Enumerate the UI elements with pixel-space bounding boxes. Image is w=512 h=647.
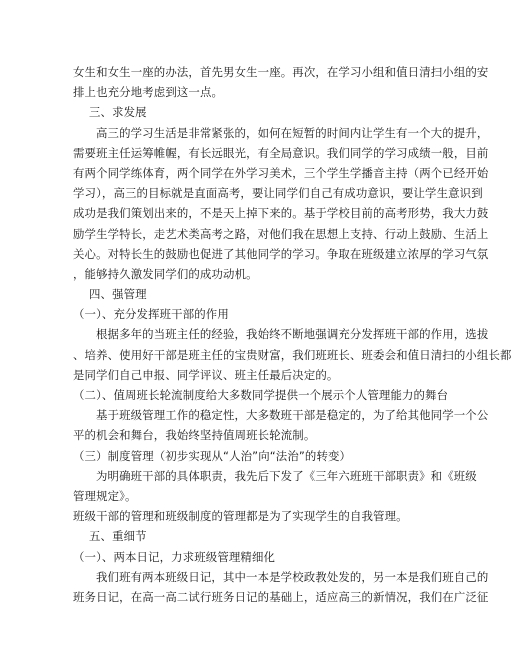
- paragraph-first-line: 根据多年的当班主任的经验，我始终不断地强调充分发挥班干部的作用，选拔: [96, 327, 489, 342]
- text-line: 管理规定》。: [73, 488, 137, 503]
- subsection-heading: （一）、两本日记，力求班级管理精细化: [73, 549, 276, 564]
- text-line: 有两个同学练体育，两个同学在外学习美术，三个学生学播音主持（两个已经开始: [73, 165, 489, 180]
- section-heading: 三、求发展: [89, 105, 147, 120]
- text-line: 需要班主任运筹帷幄，有长远眼光，有全局意识。我们同学的学习成绩一般，目前: [73, 145, 489, 160]
- text-line: 班级干部的管理和班级制度的管理都是为了实现学生的自我管理。: [73, 509, 408, 524]
- paragraph-first-line: 高三的学习生活是非常紧张的，如何在短暂的时间内让学生有一个大的提升，: [96, 125, 489, 140]
- subsection-heading: （三）制度管理（初步实现从“人治”向“法治”的转变）: [73, 448, 352, 463]
- subsection-heading: （一）、充分发挥班干部的作用: [73, 307, 229, 322]
- text-line: 班务日记，在高一高二试行班务日记的基础上，适应高三的新情况，我们在广泛征: [73, 589, 489, 604]
- text-line: 是同学们自己申报、同学评议、班主任最后决定的。: [73, 367, 339, 382]
- paragraph-first-line: 我们班有两本班级日记，其中一本是学校政教处发的，另一本是我们班自己的: [96, 569, 489, 584]
- paragraph-first-line: 基于班级管理工作的稳定性，大多数班干部是稳定的，为了给其他同学一个公: [96, 408, 489, 423]
- text-line: 排上也充分地考虑到这一点。: [73, 85, 224, 100]
- text-line: 女生和女生一座的办法，首先男女生一座。再次，在学习小组和值日清扫小组的安: [73, 65, 489, 79]
- text-line: ，能够持久激发同学们的成功动机。: [73, 266, 258, 281]
- text-line: 成功是我们策划出来的，不是天上掉下来的。基于学校目前的高考形势，我大力鼓: [73, 206, 489, 221]
- text-line: 平的机会和舞台，我始终坚持值周班长轮流制。: [73, 428, 316, 443]
- text-line: 、培养、使用好干部是班主任的宝贵财富，我们班班长、班委会和值日清扫的小组长都: [73, 347, 512, 362]
- text-line: 关心。对特长生的鼓励也促进了其他同学的学习。争取在班级建立浓厚的学习气氛: [73, 246, 489, 261]
- text-line: 励学生学特长，走艺术类高考之路，对他们我在思想上支持、行动上鼓励、生活上: [73, 226, 489, 241]
- section-heading: 四、强管理: [89, 287, 147, 302]
- paragraph-first-line: 为明确班干部的具体职责，我先后下发了《三年六班班干部职责》和《班级: [96, 468, 477, 483]
- text-line: 学习），高三的目标就是直面高考，要让同学们自己有成功意识，要让学生意识到: [73, 186, 483, 201]
- subsection-heading: （二）、值周班长轮流制度给大多数同学提供一个展示个人管理能力的舞台: [73, 388, 449, 402]
- section-heading: 五、重细节: [89, 529, 147, 544]
